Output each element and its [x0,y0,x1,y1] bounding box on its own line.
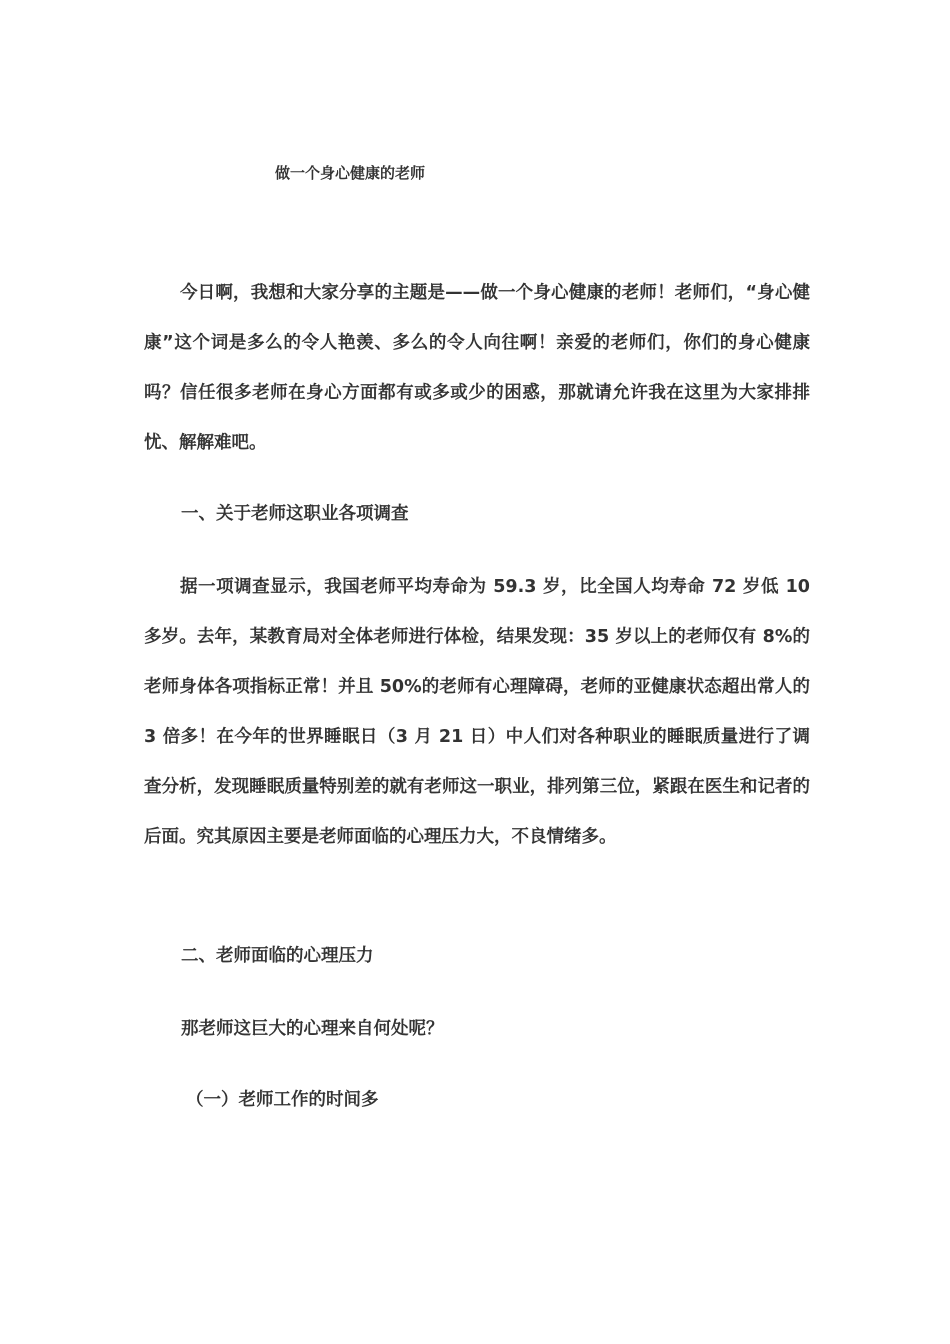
subsection-heading-work-time: （一）老师工作的时间多 [186,1090,379,1110]
pressure-question: 那老师这巨大的心理来自何处呢？ [181,1019,444,1039]
section-heading-pressure: 二、老师面临的心理压力 [181,946,374,966]
intro-paragraph: 今日啊，我想和大家分享的主题是——做一个身心健康的老师！老师们，“身心健康”这个词是多么的令人艳羡、多么的令人向往啊！亲爱的老师们，你们的身心健康吗？信任很多老师在身心方面都有或多或少的困惑，那就请允许我在这里为大家排排忧、解解难吧。 [144,283,810,453]
section-heading-survey: 一、关于老师这职业各项调查 [181,504,409,524]
survey-paragraph: 据一项调查显示，我国老师平均寿命为 59.3 岁，比全国人均寿命 72 岁低 10 多岁。去年，某教育局对全体老师进行体检，结果发现：35 岁以上的老师仅有 8%的老师身体各项指标正常！并且 50%的老师有心理障碍，老师的亚健康状态超出常人的 3 倍多！在今年的世界睡眠日（3 月 21 日）中人们对各种职业的睡眠质量进行了调查分析，发现睡眠质量特别差的就有老师这一职业，排列第三位，紧跟在医生和记者的后面。究其原因主要是老师面临的心理压力大，不良情绪多。 [144,577,810,847]
document-title: 做一个身心健康的老师 [275,164,426,182]
